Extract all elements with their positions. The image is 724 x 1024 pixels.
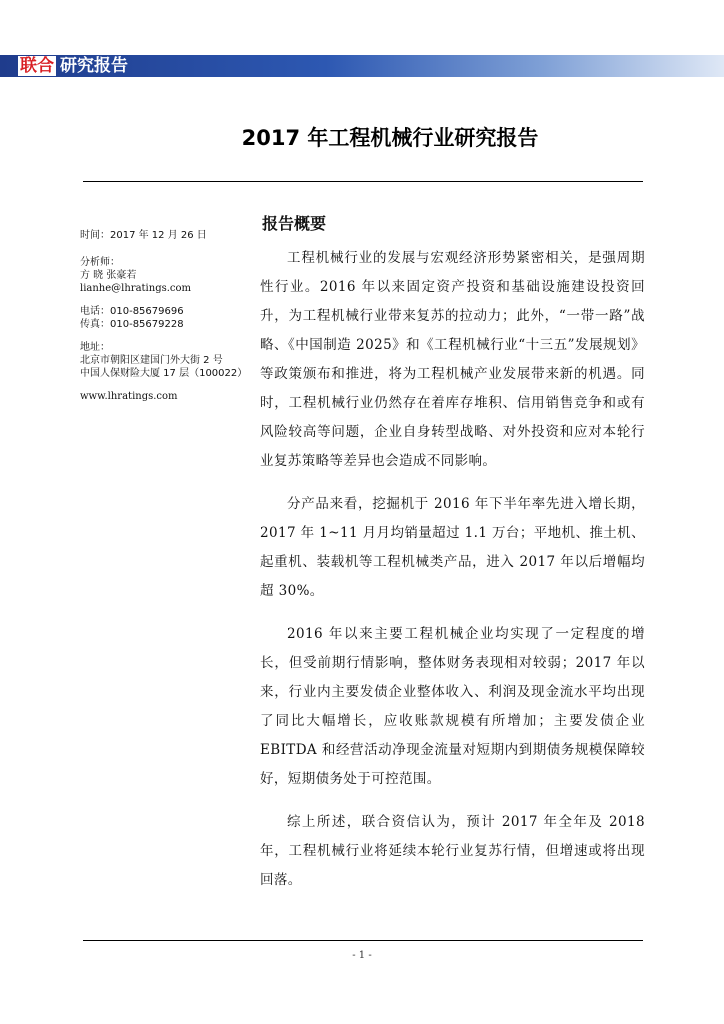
brand-prefix: 联合	[20, 56, 54, 76]
page-number: - 1 -	[352, 950, 372, 961]
analyst-label: 分析师：	[80, 257, 120, 268]
contact-phone: 电话：010-85679696	[80, 306, 184, 317]
contact-fax: 传真：010-85679228	[80, 319, 184, 330]
summary-paragraph: 工程机械行业的发展与宏观经济形势紧密相关，是强周期性行业。2016 年以来固定资产投资和基础设施建设投资回升，为工程机械行业带来复苏的拉动力；此外，“一带一路”战略、《中国制造 2025》和《工程机械行业“十三五”发展规划》等政策颁布和推进，将为工程机械产业发展带来新的机遇。同时，工程机械行业仍然存在着库存堆积、信用销售竞争和或有风险较高等问题，企业自身转型战略、对外投资和应对本轮行业复苏策略等差异也会造成不同影响。	[260, 250, 645, 469]
address-line-1: 北京市朝阳区建国门外大街 2 号	[80, 355, 223, 366]
footer-divider	[83, 940, 643, 941]
summary-paragraph: 分产品来看，挖掘机于 2016 年下半年率先进入增长期，2017 年 1~11 月月均销量超过 1.1 万台；平地机、推土机、起重机、装载机等工程机械类产品，进入 2017 年以后增幅均超 30%。	[260, 496, 645, 599]
brand-suffix: 研究报告	[60, 56, 128, 76]
summary-paragraph: 综上所述，联合资信认为，预计 2017 年全年及 2018 年，工程机械行业将延续本轮行业复苏行情，但增速或将出现回落。	[260, 814, 645, 888]
address-label: 地址：	[80, 342, 110, 353]
document-title: 2017 年工程机械行业研究报告	[241, 126, 539, 150]
contact-email: lianhe@lhratings.com	[80, 283, 192, 294]
analyst-names: 方 晓 张豪若	[80, 270, 137, 281]
report-date: 时间：2017 年 12 月 26 日	[80, 230, 207, 241]
website-link: www.lhratings.com	[80, 391, 178, 402]
summary-paragraph: 2016 年以来主要工程机械企业均实现了一定程度的增长，但受前期行情影响，整体财务表现相对较弱；2017 年以来，行业内主要发债企业整体收入、利润及现金流水平均出现了同比大幅增长，应收账款规模有所增加；主要发债企业 EBITDA 和经营活动净现金流量对短期内到期债务规模保障较好，短期债务处于可控范围。	[260, 626, 645, 787]
report-info-sidebar	[80, 229, 255, 403]
summary-heading: 报告概要	[262, 214, 327, 233]
title-divider	[83, 181, 643, 182]
summary-body	[260, 244, 645, 909]
address-line-2: 中国人保财险大厦 17 层（100022）	[80, 368, 248, 379]
